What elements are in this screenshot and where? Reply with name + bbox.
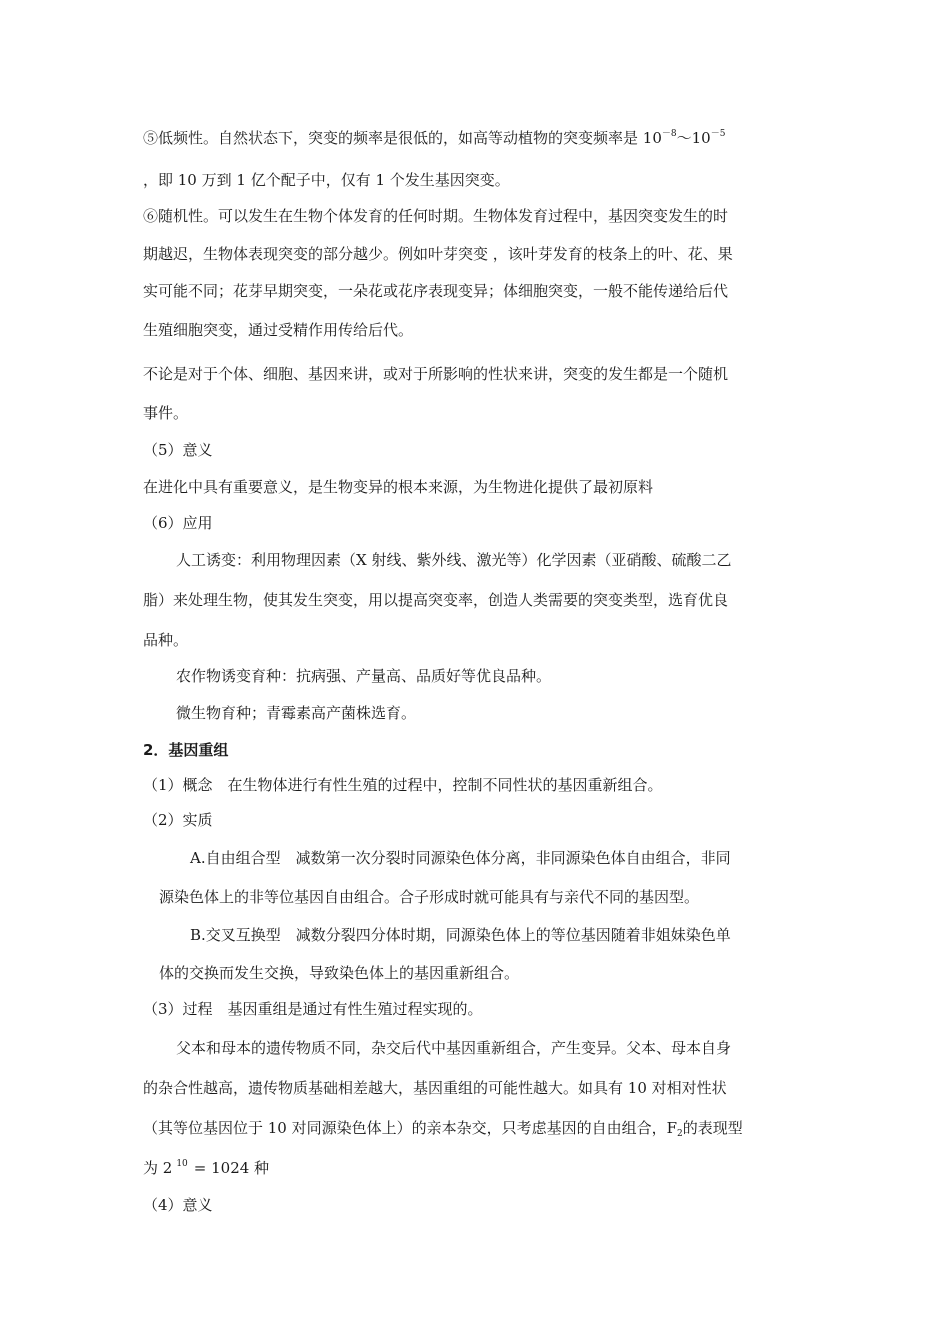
paragraph-line [143,1118,811,1138]
paragraph-line: 事件。 [143,404,189,422]
paragraph-formula [143,1158,811,1178]
paragraph-parents: 父本和母本的遗传物质不同，杂交后代中基因重新组合，产生变异。父本、母本自身 [176,1039,732,1057]
section-heading-essence: （2）实质 [143,811,213,829]
paragraph-line: 脂）来处理生物，使其发生突变，用以提高突变率，创造人类需要的突变类型，选育优良 [143,591,729,609]
paragraph-low-frequency [143,128,811,148]
paragraph-crossing-over: B.交叉互换型 减数分裂四分体时期，同源染色体上的等位基因随着非姐妹染色单 [190,926,731,944]
text-run: ⑤低频性。自然状态下，突变的频率是很低的，如高等动植物的突变频率是 10 [143,129,662,147]
paragraph-line: 实可能不同；花芽早期突变，一朵花或花序表现变异；体细胞突变，一般不能传递给后代 [143,282,729,300]
paragraph-line: 的杂合性越高，遗传物质基础相差越大，基因重组的可能性越大。如具有 10 对相对性状 [143,1079,727,1097]
superscript: 10 [176,1159,188,1169]
text-run: ～10 [676,129,711,147]
paragraph-line: 品种。 [143,631,189,649]
superscript: －5 [710,129,726,139]
paragraph-line: 不论是对于个体、细胞、基因来讲，或对于所影响的性状来讲，突变的发生都是一个随机 [143,365,729,383]
paragraph-process: （3）过程 基因重组是通过有性生殖过程实现的。 [143,1000,483,1018]
subscript: 2 [677,1129,683,1139]
paragraph-line: 生殖细胞突变，通过受精作用传给后代。 [143,321,414,339]
paragraph-randomness: ⑥随机性。可以发生在生物个体发育的任何时期。生物体发育过程中，基因突变发生的时 [143,207,729,225]
paragraph-artificial-mutation: 人工诱变：利用物理因素（X 射线、紫外线、激光等）化学因素（亚硝酸、硫酸二乙 [176,551,732,569]
text-run: = 1024 种 [193,1159,270,1177]
text-run: 的表现型 [682,1119,743,1137]
section-heading-significance-2: （4）意义 [143,1196,213,1214]
superscript: －8 [661,129,677,139]
paragraph-microbe-breeding: 微生物育种；青霉素高产菌株选育。 [176,704,417,722]
paragraph-line: 体的交换而发生交换，导致染色体上的基因重新组合。 [159,964,520,982]
paragraph-concept: （1）概念 在生物体进行有性生殖的过程中，控制不同性状的基因重新组合。 [143,776,663,794]
text-run: 为 2 [143,1159,173,1177]
section-heading-significance: （5）意义 [143,441,213,459]
paragraph-crop-breeding: 农作物诱变育种：抗病强、产量高、品质好等优良品种。 [176,667,552,685]
section-heading-application: （6）应用 [143,514,213,532]
paragraph-line: 在进化中具有重要意义，是生物变异的根本来源，为生物进化提供了最初原料 [143,478,654,496]
paragraph-free-combination: A.自由组合型 减数第一次分裂时同源染色体分离，非同源染色体自由组合，非同 [190,849,731,867]
text-run: （其等位基因位于 10 对同源染色体上）的亲本杂交，只考虑基因的自由组合，F [143,1119,678,1137]
paragraph-line: 源染色体上的非等位基因自由组合。合子形成时就可能具有与亲代不同的基因型。 [159,888,700,906]
paragraph-line: 期越迟，生物体表现突变的部分越少。例如叶芽突变 ，该叶芽发育的枝条上的叶、花、果 [143,245,733,263]
heading-gene-recombination: 2．基因重组 [143,741,229,759]
paragraph-line: ，即 10 万到 1 亿个配子中，仅有 1 个发生基因突变。 [143,171,510,189]
